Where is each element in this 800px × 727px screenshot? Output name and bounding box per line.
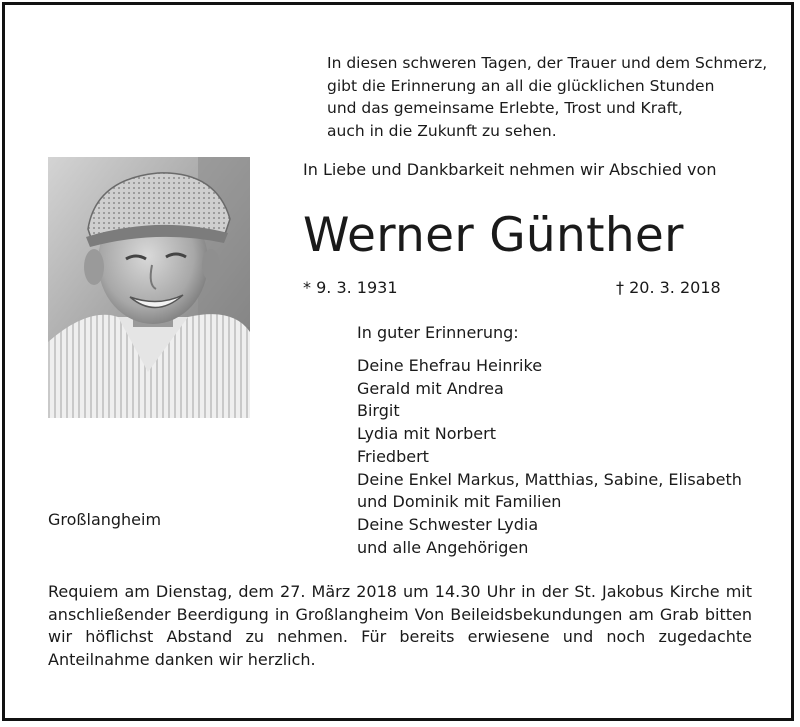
mourner-entry: Deine Enkel Markus, Matthias, Sabine, Elisabeth [357,469,742,489]
intro-text: In Liebe und Dankbarkeit nehmen wir Abschied von [303,160,717,179]
mourners-list [357,355,742,559]
poem [327,52,767,142]
mourner-entry: und Dominik mit Familien [357,492,562,512]
death-date: † 20. 3. 2018 [616,278,721,297]
mourner-entry: Deine Schwester Lydia [357,514,539,534]
mourner-entry: Deine Ehefrau Heinrike [357,356,543,375]
portrait-photo [48,157,250,418]
mourner-entry: Lydia mit Norbert [357,424,496,444]
poem-line: gibt die Erinnerung an all die glücklichen Stunden [327,76,715,95]
mourner-entry: Friedbert [357,446,429,466]
funeral-notice: Requiem am Dienstag, dem 27. März 2018 um 14.30 Uhr in der St. Jakobus Kirche mit anschließender Beerdigung in Großlangheim Von Beileidsbekundungen am Grab bitten wir höflichst Abstand zu nehmen. Für bereits erwiesene und noch zugedachte Anteilnahme danken wir herzlich. [48,582,752,670]
mourner-entry: und alle Angehörigen [357,537,529,557]
birth-date: * 9. 3. 1931 [303,278,398,297]
mourner-entry: Birgit [357,401,400,421]
place-name: Großlangheim [48,510,162,529]
mourner-entry: Gerald mit Andrea [357,378,504,398]
memory-heading: In guter Erinnerung: [357,323,519,342]
deceased-name: Werner Günther [303,208,684,263]
poem-line: und das gemeinsame Erlebte, Trost und Kraft, [327,99,683,117]
poem-line: In diesen schweren Tagen, der Trauer und dem Schmerz, [327,54,768,72]
poem-line: auch in die Zukunft zu sehen. [327,121,557,140]
